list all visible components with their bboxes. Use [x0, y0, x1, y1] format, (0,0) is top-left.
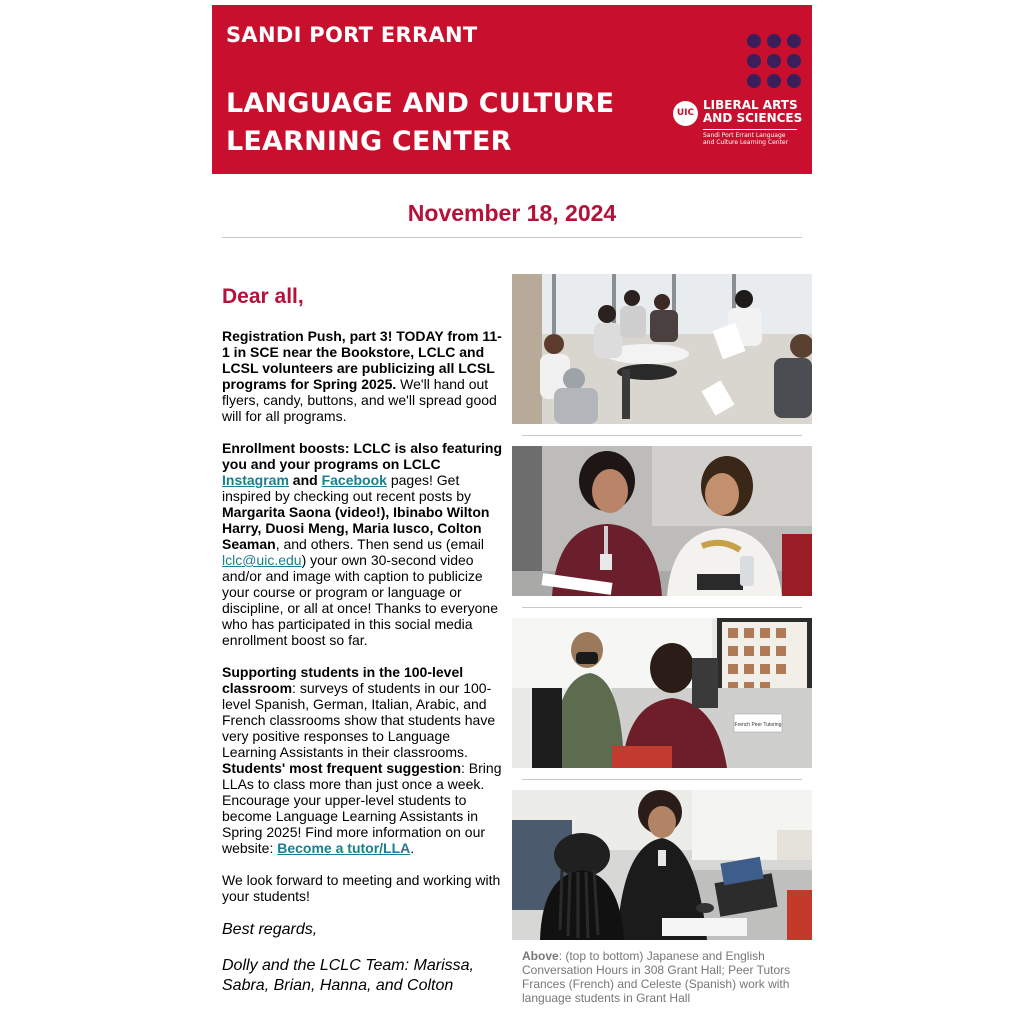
paragraph-look-forward: We look forward to meeting and working with your students!	[222, 872, 501, 904]
photo-french-tutoring	[512, 618, 812, 768]
caption-text: : (top to bottom) Japanese and English Conversation Hours in 308 Grant Hall; Peer Tutors Frances (French) and Celeste (Spanish) work with language students in Grant Hall	[522, 949, 791, 1005]
paragraph-supporting-students	[222, 664, 504, 856]
closing	[222, 920, 504, 996]
enrollment-heading: Enrollment boosts: LCLC is also featuring you and your programs on LCLC	[222, 440, 503, 472]
newsletter-date: November 18, 2024	[407, 200, 617, 226]
supporting-end: .	[410, 840, 415, 856]
tutoring-sign-text: French Peer Tutoring	[734, 722, 782, 728]
photo-peer-tutors	[512, 446, 812, 596]
logo-line1: LIBERAL ARTS	[703, 98, 798, 112]
header-banner	[212, 5, 812, 174]
enrollment-text3: ) your own 30-second video and/or and image with caption to publicize your course or program or language or discipline, or all at once! Thanks to everyone who has participated in this social media enrollment boost so far.	[222, 552, 499, 648]
logo-divider	[703, 129, 797, 130]
facebook-link[interactable]: Facebook	[321, 472, 387, 488]
enrollment-text2: , and others. Then send us (email	[275, 536, 485, 552]
email-link[interactable]: lclc@uic.edu	[222, 552, 302, 568]
greeting: Dear all,	[222, 285, 304, 308]
logo-sub2: and Culture Learning Center	[703, 139, 789, 146]
enrollment-text1: pages! Get inspired by checking out recent posts by	[222, 472, 472, 504]
uic-logo-icon: UIC	[673, 101, 698, 126]
banner-title-line2: LEARNING CENTER	[226, 126, 512, 157]
logo-line2: AND SCIENCES	[703, 111, 803, 125]
supporting-heading: Supporting students in the 100-level classroom	[222, 664, 464, 696]
supporting-text2: : Bring LLAs to class more than just once a week. Encourage your upper-level students to become Language Learning Assistants in Spring 2025! Find more information on our website:	[222, 760, 502, 856]
caption-label: Above	[522, 949, 559, 963]
logo-text	[703, 99, 802, 125]
photo-conversation-hours	[512, 274, 812, 424]
registration-push-text: We'll hand out flyers, candy, buttons, and we'll spread good will for all programs.	[222, 376, 497, 424]
suggestion-heading: Students' most frequent suggestion	[222, 760, 462, 776]
banner-title-line1: LANGUAGE AND CULTURE	[226, 88, 615, 119]
banner-title	[226, 85, 614, 161]
signature: Dolly and the LCLC Team: Marissa, Sabra, Brian, Hanna, and Colton	[222, 957, 474, 994]
enrollment-and: and	[288, 472, 322, 488]
photo-spanish-tutoring	[512, 790, 812, 940]
photo-divider-3	[522, 779, 802, 780]
photo-divider-1	[522, 435, 802, 436]
photo-divider-2	[522, 607, 802, 608]
paragraph-registration-push	[222, 328, 504, 424]
photo-caption	[522, 949, 807, 1005]
instagram-link[interactable]: Instagram	[222, 472, 289, 488]
become-tutor-link[interactable]: Become a tutor/LLA	[277, 840, 411, 856]
featured-names: Margarita Saona (video!), Ibinabo Wilton Harry, Duosi Meng, Maria Iusco, Colton Seaman	[222, 504, 490, 552]
registration-push-heading: Registration Push, part 3! TODAY from 11-1 in SCE near the Bookstore, LCLC and LCSL volunteers are publicizing all LCSL programs for Spring 2025.	[222, 328, 502, 392]
logo-sub1: Sandi Port Errant Language	[703, 132, 786, 139]
signoff: Best regards,	[222, 921, 318, 938]
dot-grid-logo	[747, 34, 801, 88]
org-name: SANDI PORT ERRANT	[226, 23, 478, 47]
letter-body	[222, 284, 504, 996]
paragraph-enrollment-boosts	[222, 440, 504, 648]
date-divider	[222, 237, 802, 238]
logo-subtext	[703, 132, 788, 146]
supporting-text1: : surveys of students in our 100-level Spanish, German, Italian, Arabic, and French classrooms show that students have very positive responses to Language Learning Assistants in their classrooms.	[222, 680, 496, 760]
